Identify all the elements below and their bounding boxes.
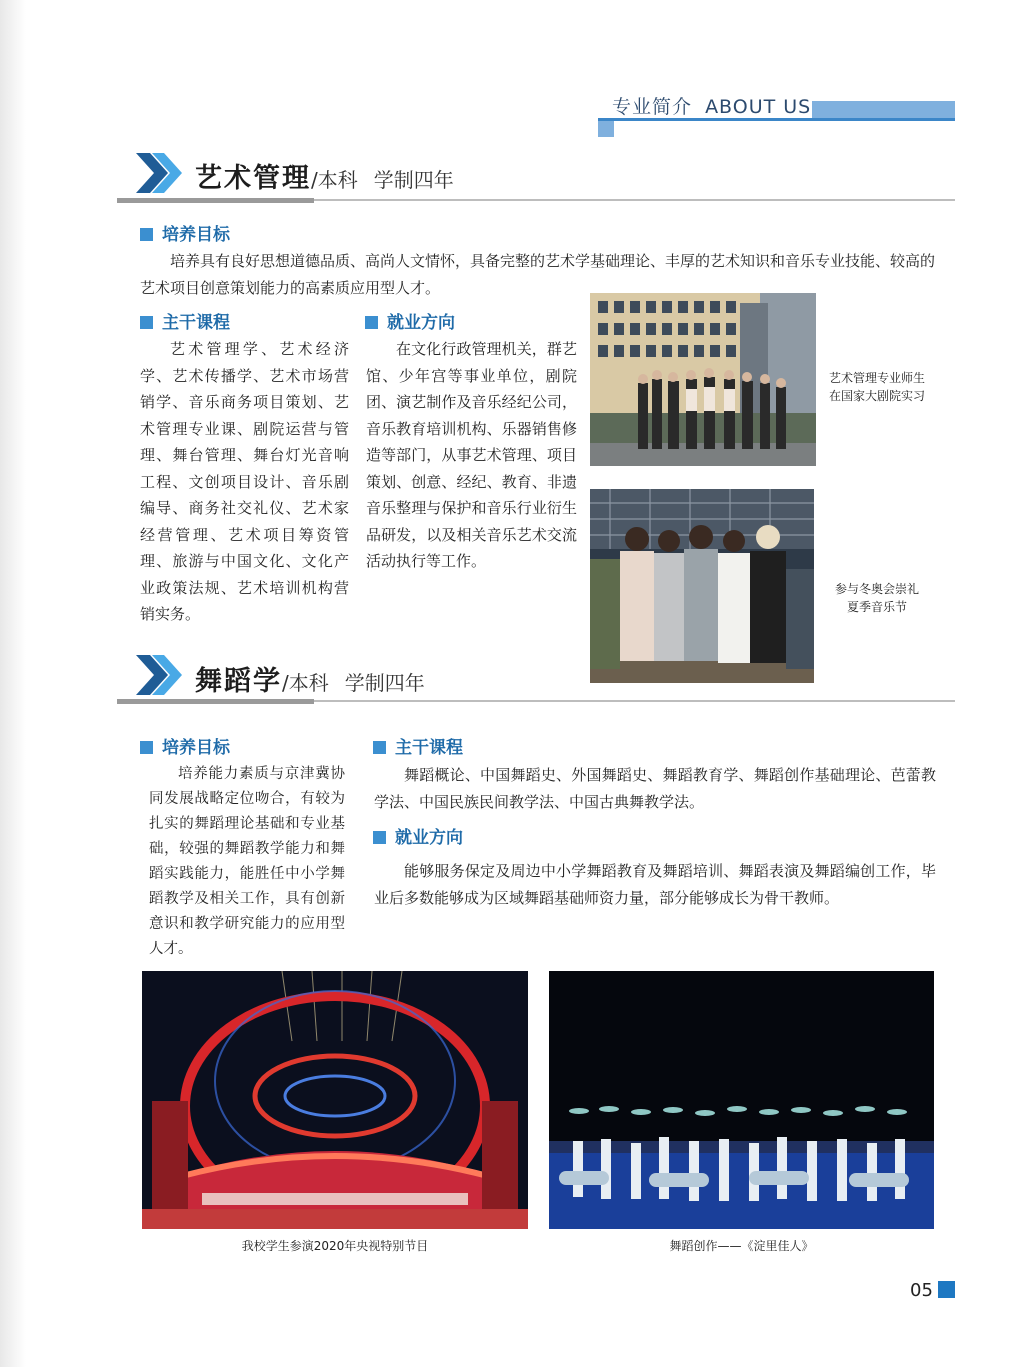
header-accent-bar xyxy=(812,101,955,119)
caption-line: 艺术管理专业师生 xyxy=(828,371,925,385)
header-block xyxy=(598,121,614,137)
subheading-courses-text: 主干课程 xyxy=(395,738,463,758)
page-number-block xyxy=(938,1281,955,1298)
header-tag xyxy=(612,92,811,119)
section-rule xyxy=(314,700,955,702)
subheading-goal-text: 培养目标 xyxy=(162,738,230,758)
subheading-goal-text: 培养目标 xyxy=(162,225,230,245)
subheading-career xyxy=(373,823,463,848)
photo-music-festival xyxy=(590,489,814,683)
chevron-icon xyxy=(136,153,184,193)
section-rule xyxy=(314,199,955,201)
section-degree: 本科 xyxy=(317,168,358,192)
subheading-career-text: 就业方向 xyxy=(387,313,455,333)
photo-dance-performance xyxy=(549,971,934,1229)
section-slash: / xyxy=(282,671,289,695)
section-title-arts-management xyxy=(195,156,454,195)
section-slash: / xyxy=(311,168,318,192)
bullet-square-icon xyxy=(140,316,153,329)
photo-caption-2 xyxy=(818,580,936,616)
bullet-square-icon xyxy=(140,228,153,241)
subheading-career-text: 就业方向 xyxy=(395,828,463,848)
header-rule xyxy=(598,118,955,121)
goal-paragraph: 培养能力素质与京津冀协同发展战略定位吻合，有较为扎实的舞蹈理论基础和专业基础，较强的舞蹈教学能力和舞蹈实践能力，能胜任中小学舞蹈教学及相关工作，具有创新意识和教学研究能力的应用型人才。 xyxy=(149,766,345,957)
page-number: 05 xyxy=(910,1280,933,1301)
caption-line: 在国家大剧院实习 xyxy=(828,389,925,403)
bullet-square-icon xyxy=(373,831,386,844)
bullet-square-icon xyxy=(140,741,153,754)
subheading-courses xyxy=(140,308,230,333)
goal-paragraph: 培养具有良好思想道德品质、高尚人文情怀，具备完整的艺术学基础理论、丰厚的艺术知识和音乐专业技能、较高的艺术项目创意策划能力的高素质应用型人才。 xyxy=(140,252,936,297)
subheading-courses-text: 主干课程 xyxy=(162,313,230,333)
section-title-text: 艺术管理 xyxy=(195,163,311,194)
section-duration: 学制四年 xyxy=(373,168,454,192)
section-duration: 学制四年 xyxy=(344,671,425,695)
section-rule-thick xyxy=(117,198,314,203)
photo-caption-4: 舞蹈创作——《淀里佳人》 xyxy=(669,1239,814,1253)
bullet-square-icon xyxy=(373,741,386,754)
photo-cctv-stage xyxy=(142,971,528,1229)
bullet-square-icon xyxy=(365,316,378,329)
photo-caption-3: 我校学生参演2020年央视特别节目 xyxy=(241,1239,429,1253)
page-edge-shadow xyxy=(0,0,26,1367)
courses-paragraph: 舞蹈概论、中国舞蹈史、外国舞蹈史、舞蹈教育学、舞蹈创作基础理论、芭蕾教学法、中国民族民间教学法、中国古典舞教学法。 xyxy=(374,766,936,811)
photo-caption-1 xyxy=(818,369,936,405)
section-rule-thick xyxy=(117,699,314,704)
section-title-text: 舞蹈学 xyxy=(195,666,282,697)
courses-paragraph: 艺术管理学、艺术经济学、艺术传播学、艺术市场营销学、音乐商务项目策划、艺术管理专业课、剧院运营与管理、舞台管理、舞台灯光音响工程、文创项目设计、音乐剧编导、商务社交礼仪、艺术家经营管理、艺术项目筹资管理、旅游与中国文化、文化产业政策法规、艺术培训机构营销实务。 xyxy=(140,340,349,623)
career-paragraph: 在文化行政管理机关，群艺馆、少年宫等事业单位，剧院团、演艺制作及音乐经纪公司，音乐教育培训机构、乐器销售修造等部门，从事艺术管理、项目策划、创意、经纪、教育、非遗音乐整理与保护和音乐行业衍生品研发，以及相关音乐艺术交流活动执行等工作。 xyxy=(366,340,577,570)
caption-line: 参与冬奥会崇礼 xyxy=(834,582,919,596)
career-paragraph: 能够服务保定及周边中小学舞蹈教育及舞蹈培训、舞蹈表演及舞蹈编创工作，毕业后多数能够成为区域舞蹈基础师资力量，部分能够成长为骨干教师。 xyxy=(374,862,936,907)
subheading-goal xyxy=(140,220,230,245)
subheading-goal xyxy=(140,733,230,758)
subheading-career xyxy=(365,308,455,333)
subheading-courses xyxy=(373,733,463,758)
header-tag-en: ABOUT US xyxy=(705,96,812,118)
caption-line: 夏季音乐节 xyxy=(846,600,907,614)
photo-group-at-theater xyxy=(590,293,816,466)
chevron-icon xyxy=(136,655,184,695)
section-title-dance xyxy=(195,659,425,698)
header-tag-cn: 专业简介 xyxy=(612,96,693,118)
section-degree: 本科 xyxy=(288,671,329,695)
